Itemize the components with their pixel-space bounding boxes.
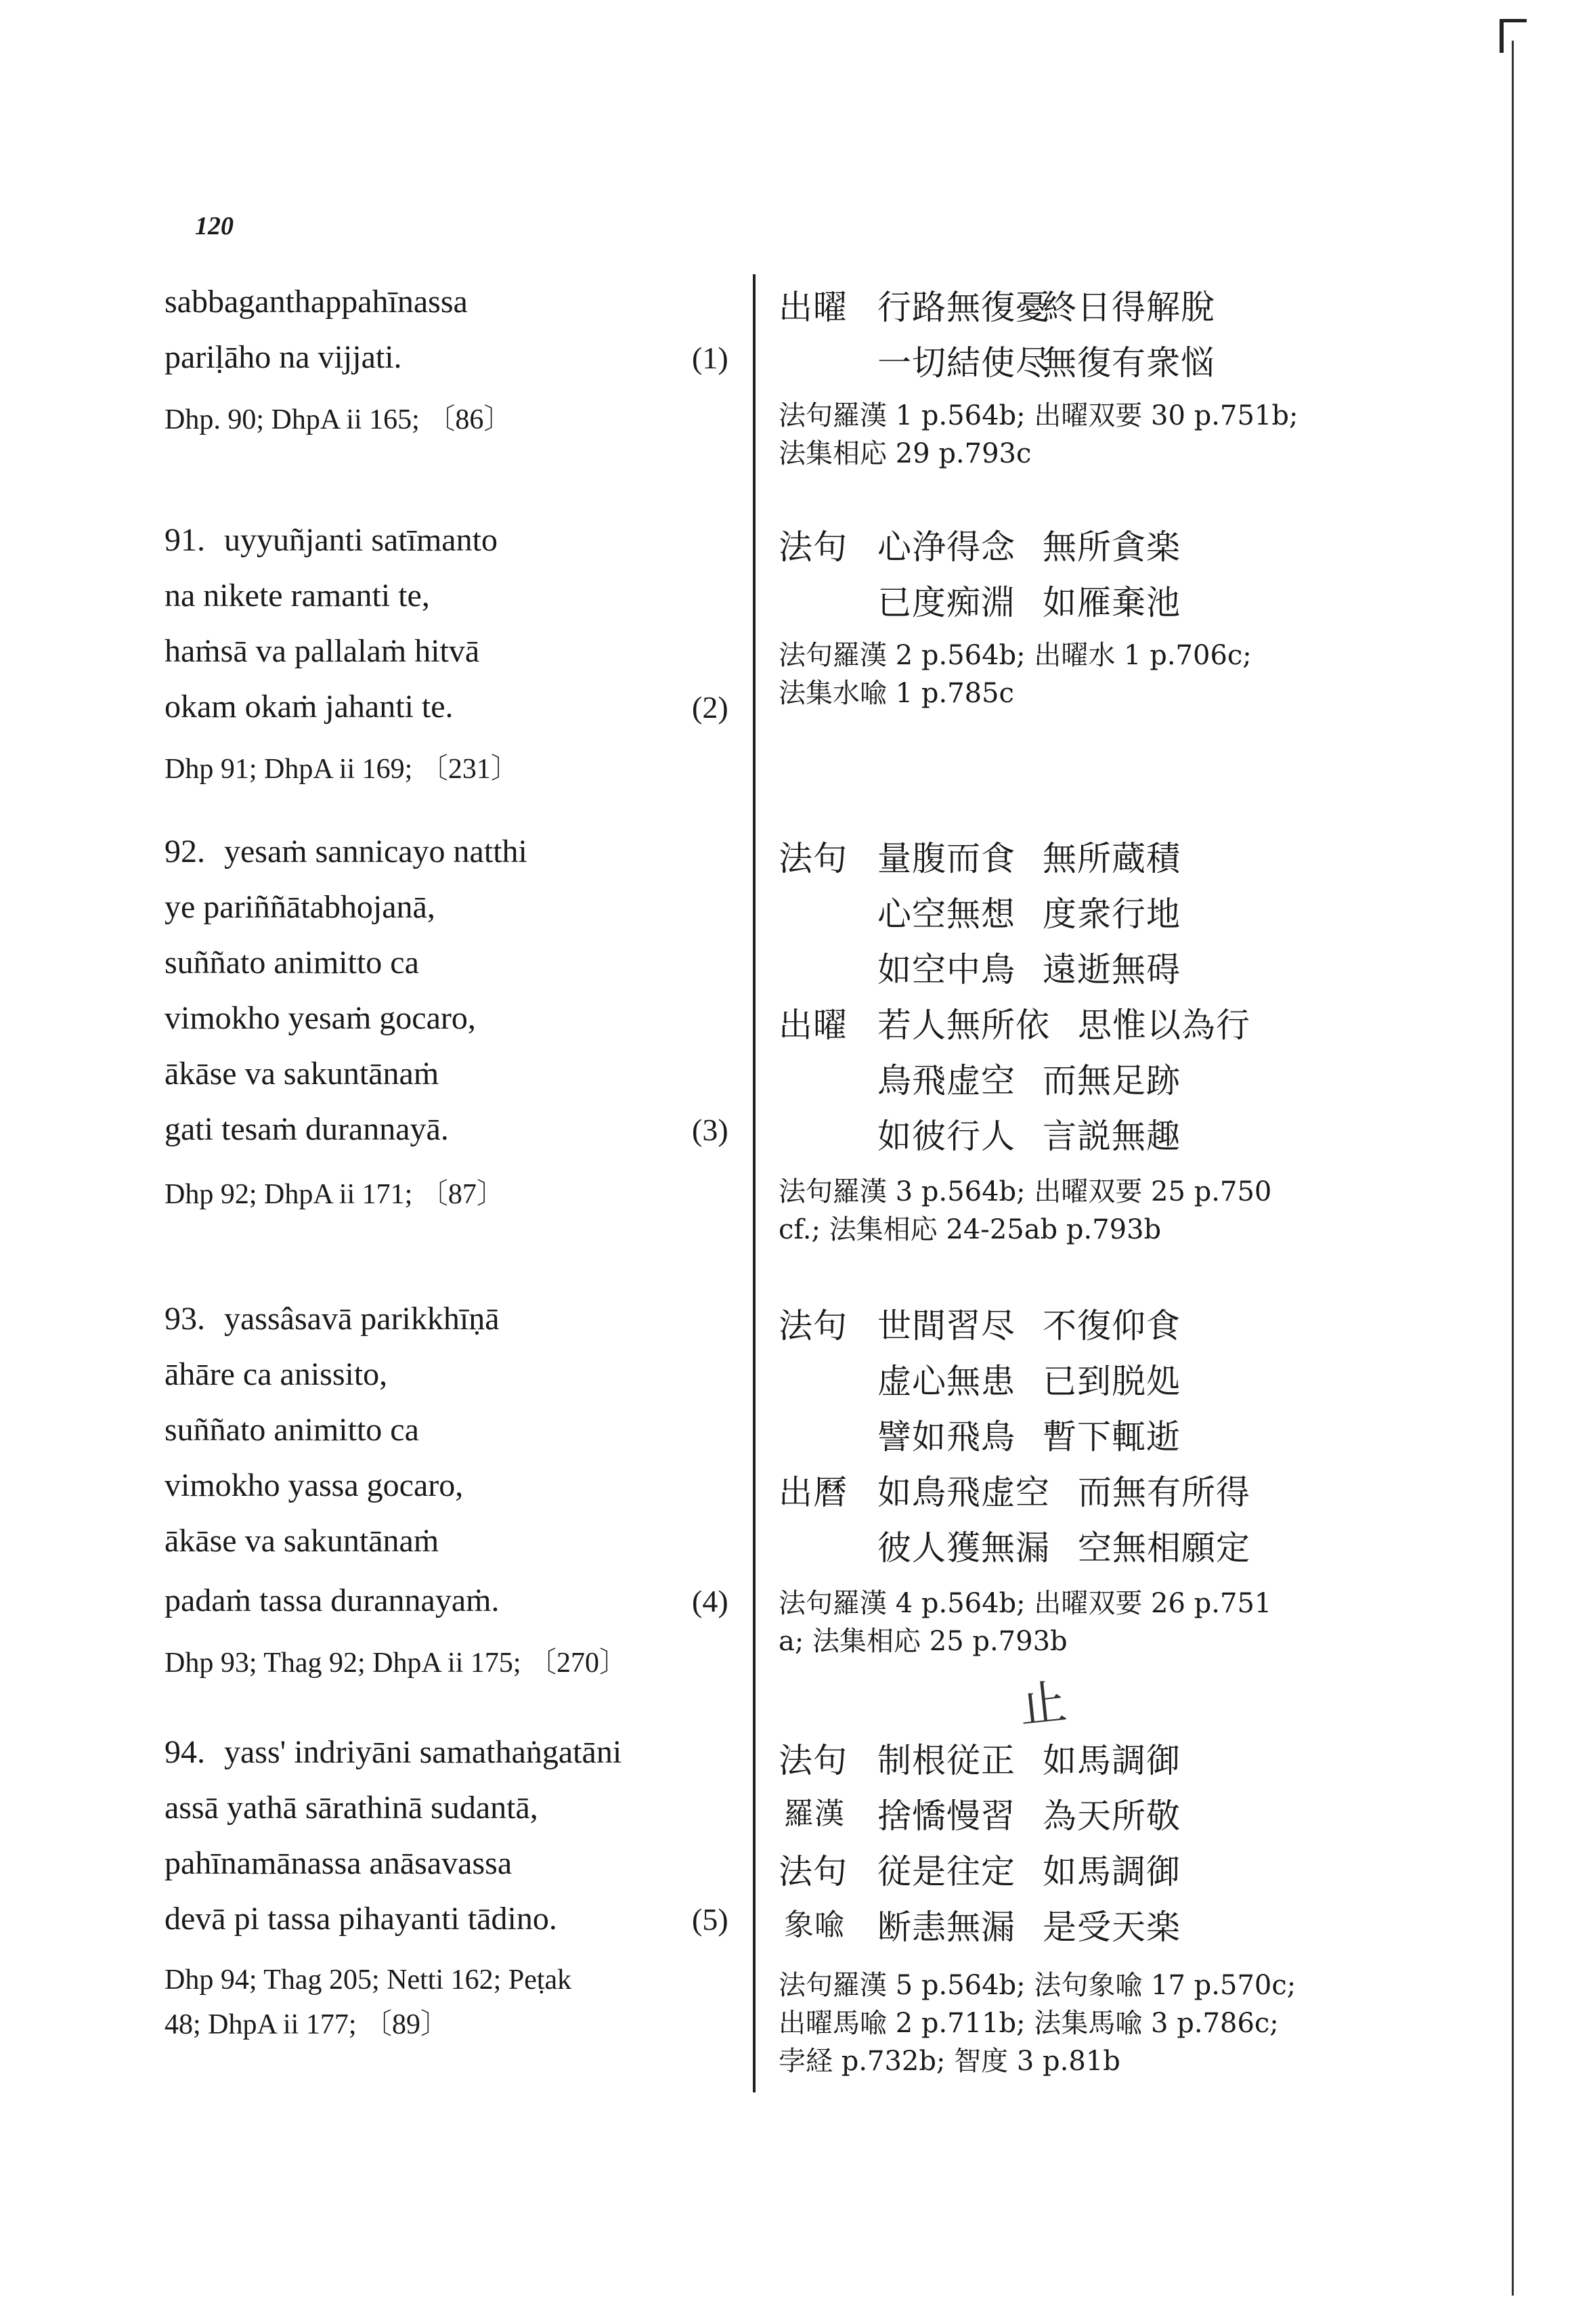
pali-line: vimokho yesaṁ gocaro, <box>165 1000 476 1036</box>
chinese-phrase: 心空無想 <box>877 895 1016 934</box>
verse-marker: (2) <box>692 690 728 725</box>
chinese-phrase: 而無足跡 <box>1043 1061 1181 1100</box>
chinese-reference: 法句羅漢 4 p.564b; 出曜双要 26 p.751 <box>779 1588 1272 1619</box>
chinese-phrase: 制根従正 <box>877 1741 1016 1780</box>
chinese-phrase: 已到脱処 <box>1043 1362 1181 1401</box>
chinese-phrase: 量腹而食 <box>877 839 1016 878</box>
chinese-reference: 法句羅漢 5 p.564b; 法句象喩 17 p.570c; <box>779 1970 1296 2001</box>
chinese-reference: a; 法集相応 25 p.793b <box>779 1626 1068 1657</box>
column-divider <box>753 274 756 2092</box>
chinese-phrase: 鳥飛虚空 <box>877 1061 1016 1100</box>
pali-line: okam okaṁ jahanti te. <box>165 689 454 725</box>
chinese-phrase: 如馬調御 <box>1043 1741 1181 1780</box>
page-edge-mark <box>1500 19 1527 22</box>
chinese-phrase: 不復仰食 <box>1043 1306 1181 1346</box>
pali-text: uyyuñjanti satīmanto <box>224 522 498 558</box>
chinese-phrase: 一切結使尽 <box>877 343 1050 383</box>
chinese-source: 羅漢 <box>784 1796 845 1831</box>
chinese-phrase: 無所貪楽 <box>1043 528 1181 567</box>
pali-line: ye pariññātabhojanā, <box>165 889 435 925</box>
verse-marker: (5) <box>692 1902 728 1937</box>
verse-number: 91. <box>165 522 205 558</box>
chinese-phrase: 譬如飛鳥 <box>877 1417 1016 1457</box>
pali-line: suññato animitto ca <box>165 945 419 981</box>
verse-marker: (3) <box>692 1113 728 1147</box>
pali-reference: Dhp 93; Thag 92; DhpA ii 175; 〔270〕 <box>165 1648 628 1679</box>
chinese-reference: 法集相応 29 p.793c <box>779 438 1032 469</box>
verse-marker: (1) <box>692 341 728 375</box>
chinese-phrase: 為天所敬 <box>1043 1796 1181 1836</box>
chinese-phrase: 如鳥飛虚空 <box>877 1473 1050 1512</box>
chinese-phrase: 遠逝無碍 <box>1043 950 1181 989</box>
chinese-source: 法句 <box>779 1306 848 1346</box>
chinese-phrase: 無復有衆悩 <box>1043 343 1215 383</box>
chinese-reference: 法句羅漢 1 p.564b; 出曜双要 30 p.751b; <box>779 400 1298 431</box>
pali-line: haṁsā va pallalaṁ hitvā <box>165 633 480 669</box>
pali-reference: 48; DhpA ii 177; 〔89〕 <box>165 2009 450 2040</box>
pali-line <box>165 524 498 557</box>
page-number: 120 <box>195 212 234 240</box>
chinese-source: 法句 <box>779 1741 848 1780</box>
pali-line: na nikete ramanti te, <box>165 578 430 614</box>
pali-line: āhāre ca anissito, <box>165 1356 388 1392</box>
pali-line: pariḷāho na vijjati. <box>165 339 402 375</box>
chinese-phrase: 度衆行地 <box>1043 895 1181 934</box>
chinese-phrase: 捨憍慢習 <box>877 1796 1016 1836</box>
chinese-phrase: 若人無所依 <box>877 1006 1050 1045</box>
chinese-phrase: 断恚無漏 <box>877 1908 1016 1947</box>
pali-line <box>165 1303 500 1335</box>
chinese-phrase: 従是往定 <box>877 1852 1016 1891</box>
chinese-phrase: 如馬調御 <box>1043 1852 1181 1891</box>
pali-line: gati tesaṁ durannayā. <box>165 1111 449 1147</box>
pali-reference: Dhp 94; Thag 205; Netti 162; Peṭak <box>165 1964 572 1996</box>
chinese-phrase: 思惟以為行 <box>1078 1006 1250 1045</box>
chinese-phrase: 行路無復憂 <box>877 288 1050 327</box>
chinese-phrase: 世間習尽 <box>877 1306 1016 1346</box>
page-edge-mark <box>1500 19 1504 53</box>
chinese-source: 法句 <box>779 1852 848 1891</box>
chinese-phrase: 已度痴淵 <box>877 583 1016 622</box>
chinese-phrase: 無所蔵積 <box>1043 839 1181 878</box>
pali-line: ākāse va sakuntānaṁ <box>165 1056 439 1092</box>
chinese-reference: 孛経 p.732b; 智度 3 p.81b <box>779 2046 1120 2077</box>
chinese-phrase: 心浄得念 <box>877 528 1016 567</box>
chinese-phrase: 終日得解脫 <box>1043 288 1215 327</box>
handwritten-note: 止 <box>1016 1673 1070 1734</box>
pali-text: yass' indriyāni samathaṅgatāni <box>224 1734 622 1770</box>
chinese-reference: 法句羅漢 2 p.564b; 出曜水 1 p.706c; <box>779 640 1252 671</box>
chinese-phrase: 暫下輒逝 <box>1043 1417 1181 1457</box>
chinese-source: 出曜 <box>779 1006 848 1045</box>
chinese-reference: 出曜馬喩 2 p.711b; 法集馬喩 3 p.786c; <box>779 2008 1279 2039</box>
page-edge-line <box>1512 41 1514 2296</box>
chinese-phrase: 是受天楽 <box>1043 1908 1181 1947</box>
chinese-phrase: 虚心無患 <box>877 1362 1016 1401</box>
verse-marker: (4) <box>692 1584 728 1618</box>
chinese-source: 法句 <box>779 839 848 878</box>
pali-text: yesaṁ sannicayo natthi <box>224 834 527 869</box>
chinese-phrase: 如彼行人 <box>877 1117 1016 1156</box>
pali-reference: Dhp. 90; DhpA ii 165; 〔86〕 <box>165 404 512 435</box>
pali-line <box>165 836 527 868</box>
chinese-source: 象喩 <box>784 1908 845 1942</box>
pali-line: pahīnamānassa anāsavassa <box>165 1845 512 1881</box>
pali-text: yassâsavā parikkhīṇā <box>224 1301 500 1337</box>
pali-line <box>165 1736 621 1769</box>
chinese-source: 法句 <box>779 528 848 567</box>
pali-reference: Dhp 91; DhpA ii 169; 〔231〕 <box>165 754 519 785</box>
pali-reference: Dhp 92; DhpA ii 171; 〔87〕 <box>165 1179 505 1210</box>
chinese-source: 出曆 <box>779 1473 848 1512</box>
verse-number: 92. <box>165 834 205 869</box>
chinese-phrase: 而無有所得 <box>1078 1473 1250 1512</box>
pali-line: ākāse va sakuntānaṁ <box>165 1523 439 1559</box>
chinese-phrase: 言説無趣 <box>1043 1117 1181 1156</box>
pali-line: sabbaganthappahīnassa <box>165 284 468 320</box>
chinese-phrase: 彼人獲無漏 <box>877 1528 1050 1568</box>
chinese-source: 出曜 <box>779 288 848 327</box>
pali-line: padaṁ tassa durannayaṁ. <box>165 1583 500 1618</box>
chinese-phrase: 空無相願定 <box>1078 1528 1250 1568</box>
chinese-phrase: 如空中鳥 <box>877 950 1016 989</box>
pali-line: assā yathā sārathinā sudantā, <box>165 1790 538 1826</box>
verse-number: 94. <box>165 1734 205 1770</box>
pali-line: suññato animitto ca <box>165 1412 419 1448</box>
pali-line: vimokho yassa gocaro, <box>165 1467 464 1503</box>
chinese-reference: cf.; 法集相応 24-25ab p.793b <box>779 1214 1162 1245</box>
chinese-reference: 法集水喩 1 p.785c <box>779 678 1014 709</box>
chinese-reference: 法句羅漢 3 p.564b; 出曜双要 25 p.750 <box>779 1176 1272 1207</box>
chinese-phrase: 如雁棄池 <box>1043 583 1181 622</box>
pali-line: devā pi tassa pihayanti tādino. <box>165 1901 557 1937</box>
verse-number: 93. <box>165 1301 205 1337</box>
